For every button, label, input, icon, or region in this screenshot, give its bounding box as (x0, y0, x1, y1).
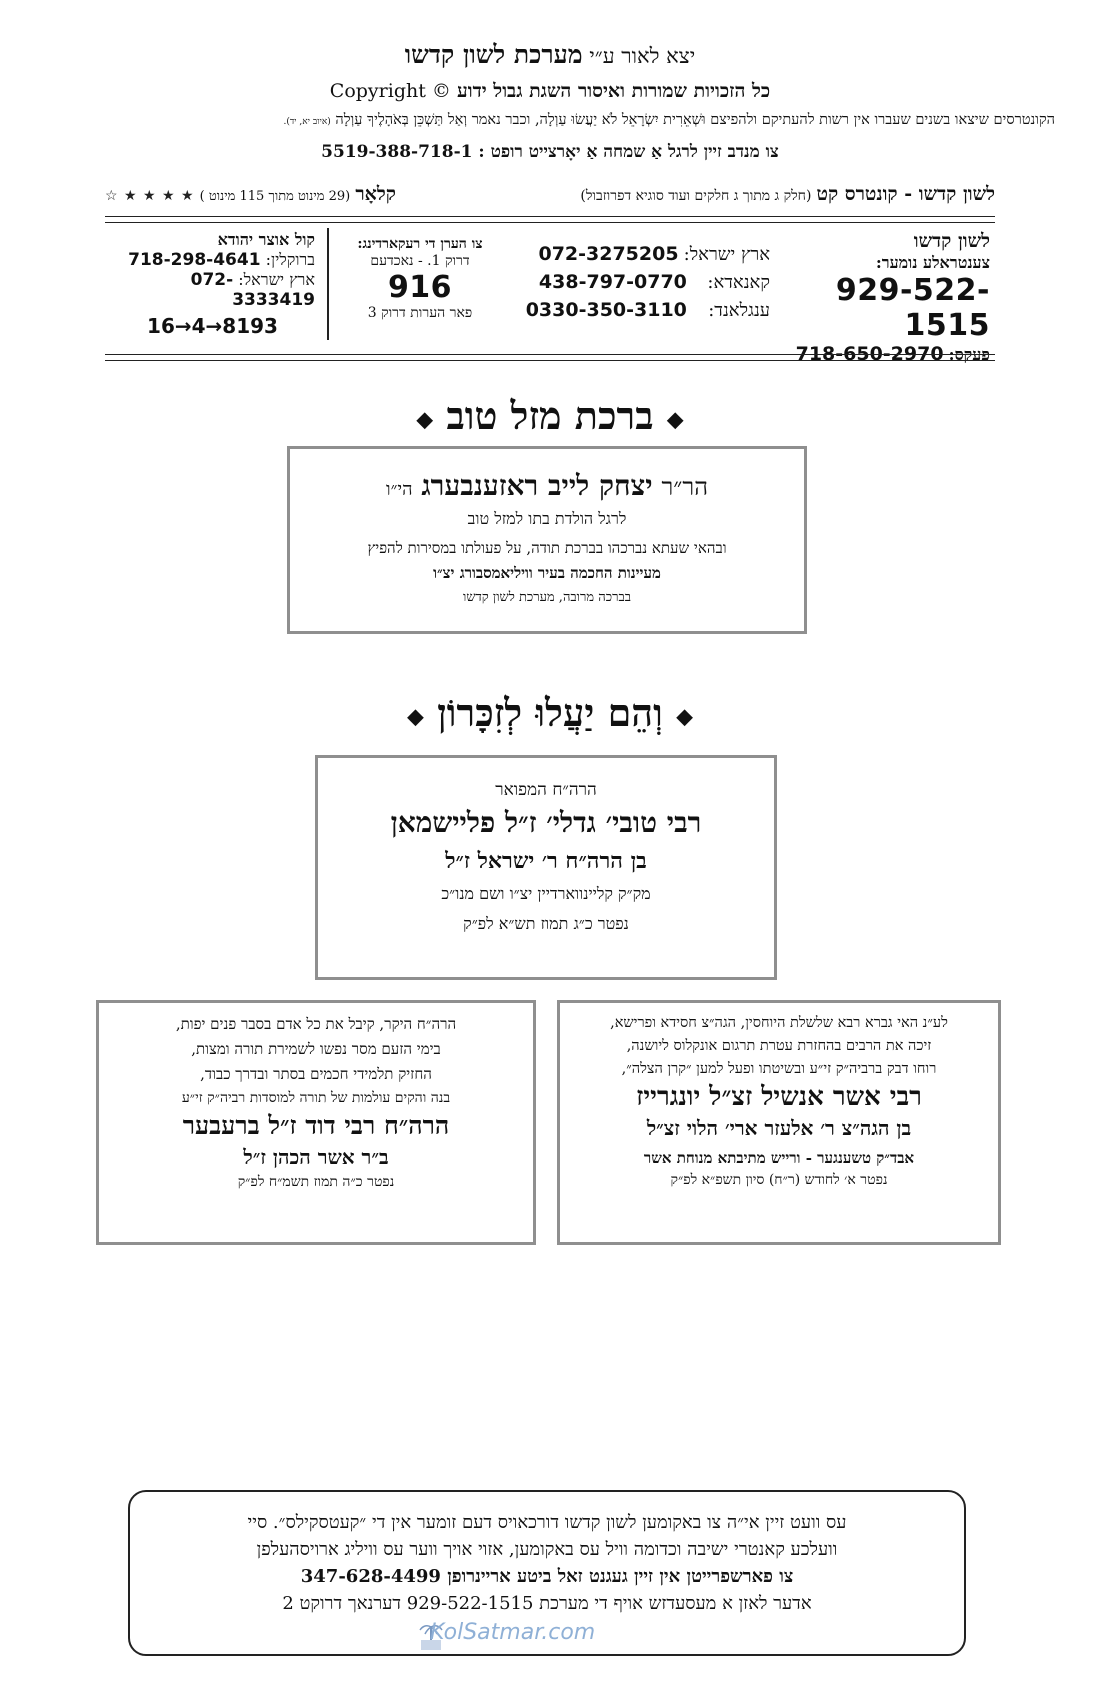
israel-row (500, 243, 770, 271)
divider-top-2 (105, 222, 995, 223)
israel-number[interactable]: 072-3275205 (538, 243, 679, 265)
honoree-name: יצחק לייב ראזענבערג (421, 469, 653, 502)
mazel-tov-title (0, 393, 1100, 439)
memorial-title (0, 690, 1100, 736)
occasion-line: לרגל הולדת בתו למזל טוב (467, 509, 627, 528)
extension-path[interactable]: 16→4→8193 (147, 314, 278, 338)
memorial-main-box (315, 755, 777, 980)
kuntres-row (105, 183, 995, 206)
contact-main-title: לשון קדשו (913, 230, 990, 252)
footer-line1: עס וועט זיין אי״ה צו באקומען לשון קדשו דורכאויס דעם זומער אין די ״קעטסקילס״. סיי (247, 1512, 847, 1533)
right-name-line: רבי אשר אנשיל זצ״ל יונגרייז (636, 1082, 922, 1112)
contact-intl (500, 243, 770, 327)
copyright-text: Copyright © (329, 80, 451, 102)
main-name-line: רבי טובי׳ גדלי׳ ז״ל פליישמאן (390, 806, 702, 839)
right-father-line: בן הגה״צ ר׳ אלעזר ארי׳ הלוי זצ״ל (646, 1116, 912, 1140)
left-line2: בימי הזעם מסר נפשו לשמירת תורה ומצות, (191, 1040, 441, 1058)
right-date-line: נפטר א׳ לחודש (ר״ח) סיון תשפ״א לפ״ק (670, 1172, 888, 1188)
rights-text: כל הזכויות שמורות ואיסור השגת גבול ידוע (456, 80, 771, 102)
divider-bottom-2 (105, 360, 995, 361)
rating-label: קלאָר (355, 183, 396, 205)
fax-label: פעקס: (948, 345, 990, 364)
divider-top (105, 216, 995, 217)
israel-label: ארץ ישראל: (683, 244, 770, 265)
right-line2: זיכה את הרבים בהחזרת עטרת תרגום אונקלוס ליושנה, (626, 1038, 932, 1054)
bullet-icon: ◆ (666, 406, 684, 433)
publisher-prefix: יצא לאור ע״י (589, 44, 696, 68)
recording-line3: פאר הערות דרוק 3 (367, 305, 473, 321)
thanks-line: ובהאי שעתא נברכהו בברכת תודה, על פעולתו במסירות להפיץ (367, 539, 727, 557)
israel2-row (110, 270, 315, 310)
rating-stars-icon: ★ ★ ★ ★ ☆ (105, 188, 195, 204)
city-line: מעיינות החכמה בעיר וויליאמסבורג יצ״ו (433, 564, 661, 582)
recording-line2: דרוק 1. - נאכדעם (370, 253, 470, 269)
brooklyn-label: ברוקלין: (265, 250, 315, 269)
mazel-tov-text: ברכת מזל טוב (446, 393, 654, 438)
fax-number[interactable]: 718-650-2970 (795, 343, 944, 365)
publisher-line (0, 40, 1100, 70)
right-line6: אבד״ק טשענגער - ורייש מתיבתא מנוחת אשר (643, 1149, 915, 1167)
left-date-line: נפטר כ״ה תמוז תשמ״ח לפ״ק (237, 1174, 395, 1190)
main-town-line: מק״ק קליינווארדיין יצ״ו ושם מנו״כ (441, 884, 651, 903)
sponsor-line: צו מנדב זיין לרגל אַ שמחה אַ יאָרצייט רופט : 5519-388-718-1 (321, 142, 779, 162)
blessing-line: בברכה מרובה, מערכת לשון קדשו (463, 590, 631, 605)
recording-info (345, 236, 495, 322)
copyright-line (0, 80, 1100, 103)
brooklyn-row (110, 250, 315, 270)
kol-otzar-yehuda (110, 230, 315, 338)
recording-line1: צו הערן די רעקארדינג: (357, 236, 483, 252)
honoree-prefix: הר״ר (661, 473, 708, 501)
israel2-label: ארץ ישראל: (238, 270, 315, 289)
footer-line4: אדער לאזן א מעסעדזש אויף די מערכת 929-522-1515 דערנאך דרוקט 2 (282, 1593, 812, 1614)
mazel-tov-box (287, 446, 807, 634)
col-divider (327, 228, 329, 340)
right-line3: רוחו דבק ברביה״ק זי״ע ובשיטתו ופעל למען ״קרן הצלה״, (621, 1061, 937, 1077)
honoree-line (290, 469, 804, 503)
canada-label: קאנאדא: (707, 272, 770, 293)
england-label: ענגלאנד: (708, 300, 770, 321)
bullet-icon: ◆ (676, 703, 694, 730)
kuntres-title: לשון קדשו - קונטרס קט (816, 183, 995, 205)
memorial-left-box (96, 1000, 536, 1245)
canada-number[interactable]: 438-797-0770 (538, 271, 687, 293)
kuntres-title-block (580, 183, 995, 206)
footer-line3: צו פארשפרייטן אין זיין געגנט זאל ביטע אריינרופן 347-628-4499 (300, 1566, 794, 1587)
publisher-name: מערכת לשון קדשו (404, 40, 583, 69)
memorial-text: וְהֵם יַעֲלוּ לְזִכָּרוֹן (437, 690, 663, 735)
copy-warning-ref: (איוב יא, יד). (283, 117, 331, 127)
bullet-icon: ◆ (416, 406, 434, 433)
england-row (500, 299, 770, 327)
watermark-text: KolSatmar.com (430, 1620, 596, 1645)
left-name-line: הרה״ח רבי דוד ז״ל ברעבער (182, 1111, 450, 1140)
divider-bottom (105, 354, 995, 355)
recording-number[interactable]: 916 (387, 270, 453, 305)
main-date-line: נפטר כ״ג תמוז תש״א לפ״ק (463, 914, 629, 933)
left-line1: הרה״ח היקר, קיבל את כל אדם בסבר פנים יפות, (175, 1015, 457, 1033)
brooklyn-number[interactable]: 718-298-4641 (128, 250, 261, 270)
honoree-suffix: הי״ו (385, 479, 413, 500)
contact-main (790, 230, 990, 365)
main-father-line: בן הרה״ח ר׳ ישראל ז״ל (445, 848, 647, 874)
left-father-line: ב״ר אשר הכהן ז״ל (243, 1145, 389, 1169)
copy-warning-line (60, 112, 1055, 129)
left-line3: החזיק תלמידי חכמים בסתר ובדרך כבוד, (200, 1065, 432, 1083)
main-title-line: הרה״ח המפואר (495, 780, 597, 800)
rating-block (105, 183, 396, 206)
kol-otzar-title: קול אוצר יהודא (217, 230, 315, 249)
bullet-icon: ◆ (406, 703, 424, 730)
england-number[interactable]: 0330-350-3110 (525, 299, 687, 321)
kuntres-sub: (חלק ג מתוך ג חלקים ועוד סוגיא דפרוזבול) (580, 188, 812, 204)
general-number-label: צענטראלע נומער: (875, 253, 990, 272)
rating-minutes: (29 מינוט מתוך 115 מינוט ) (199, 189, 351, 204)
israel2-number[interactable]: 072-3333419 (190, 270, 315, 310)
left-line4: בנה והקים עולמות של תורה למוסדות רביה״ק זי״ע (181, 1090, 451, 1106)
general-number[interactable]: 929-522-1515 (835, 273, 990, 343)
right-line1: לע״נ האי גברא רבא שלשלת היוחסין, הגה״צ חסידא ופרישא, (610, 1015, 948, 1031)
copy-warning-text: הקונטרסים שיצאו בשנים שעברו אין רשות להעתיקם ולהפיצם וּשְׁאֵרִית יִשְׂרָאֵל לֹא יַעֲשׂוּ עַוְלָה, וכבר נאמר וְאַל תַּשְׁכֵּן בְּאֹהָלֶיךָ עַוְלָה (335, 112, 1055, 128)
canada-row (500, 271, 770, 299)
footer-line2: וועלכע קאנטרי ישיבה וכדומה וויל עס באקומען, אזוי אויך ווער עס וויליג ארויסהעלפן (256, 1539, 838, 1560)
memorial-right-box (557, 1000, 1001, 1245)
